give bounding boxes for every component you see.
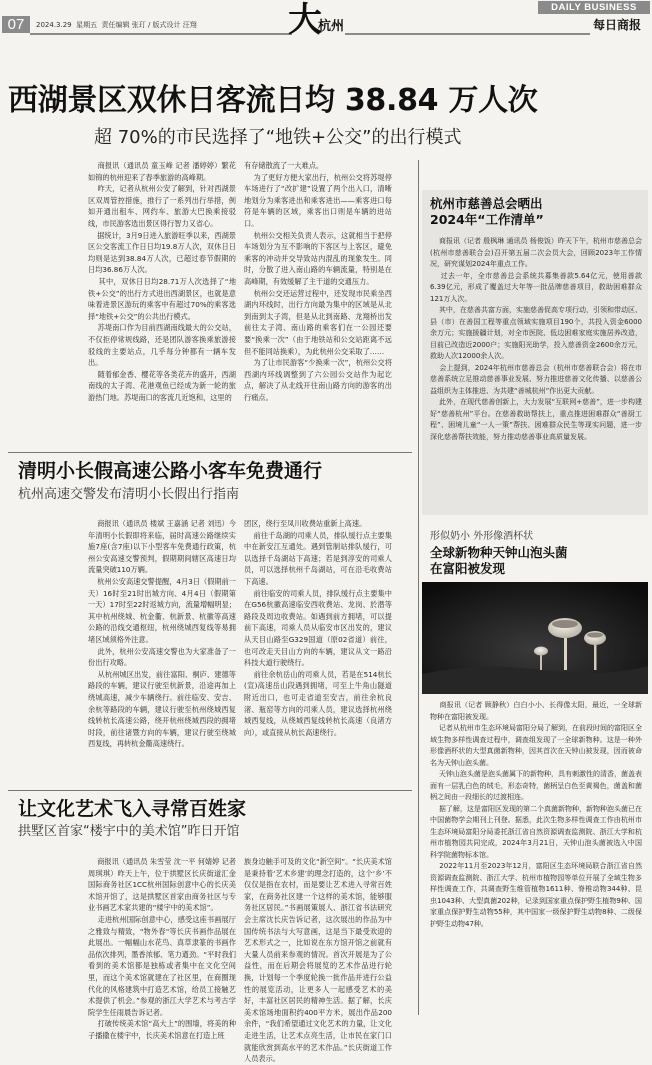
- highway-subhead: 杭州高速交警发布清明小长假出行指南: [18, 487, 240, 502]
- header-right-rule: [345, 33, 590, 35]
- highway-headline: 清明小长假高速公路小客车免费通行: [18, 460, 323, 482]
- section-divider: [8, 452, 412, 453]
- highway-column-2: 团区，绕行至凤川收费站重新上高速。 前往千岛湖的司乘人员，排队缓行点主要集中在新安江互通处。遇到管制站排队缓行，可以选择千岛湖站下高速；若是到淳安的司乘人员，可以选择杭州千岛湖站，可在沿毛收费站下高速。 前往临安的司乘人员，排队缓行点主要集中在G56杭徽高速临安西收费站、龙岗、於潜等路段及周边收费站。如遇到前方拥堵，可以提前下高速，司乘人员从临安市区出发的，建议从天目山路至G329国道（原02省道）前往，也可改走天目山方向的车辆，建议从文一路沿科技大道行驶绕行。 前往余杭岳山的司乘人员，若是在514杭长(宣)高速岳山段遇到拥堵，可至上牛角山隧道附近出口，也可走省道至安吉，前往余杭良渚、瓶窑等方向的司乘人员，建议选择杭州绕城西复线，从绕城西复线转杭长高速（良渚方向），或直接从杭长高速绕行。: [244, 519, 392, 737]
- lead-column-1: 商报讯（通讯员 童玉峰 记者 潘婷婷）繁花如锦的杭州迎来了春季旅游的高峰期。 昨天，记者从杭州公安了解到，针对西湖景区双周管控措施，推行了一系列出行举措，例如开通出租车、网约车、旅游大巴换乘接驳线，市民游客选出景区得行智力又省心。 据统计，3月9日进入旅游旺季以来，西湖景区公交客流工作日日均19.8万人次，双休日日均则是达到38.84万人次，已超过春节假期的日均36.86万人次。 其中，双休日日均28.71万人次选择了“地铁+公交”的出行方式进出西湖景区，也就是意味着进景区游玩的乘客中有超过70%的乘客选择“地铁+公交”的公共出行模式。 苏堤南口作为目前西湖南线最大的公交站，不仅拒停常规线路，还是团队游客换乘旅游接驳线的主要站点，几乎每分钟都有一辆车发出。 随着郁金香、樱花等各类花卉的盛开，西湖南线的太子湾、花港观鱼已经成为新一轮的旅游热门地。苏堤南口的客流几近饱和，这里的: [88, 161, 237, 402]
- paper-english-name: DAILY BUSINESS: [538, 1, 650, 14]
- art-column-2: 族身边触手可及的文化“新空间”。“长庆美术馆是秉持着‘艺术乡建’的理念打造的，这个‘乡’不仅仅是指在农村，而是要让艺术进入寻常百姓家，在商务社区建一个这样的美术馆，能够服务社区居民。”书画展策展人、浙江省书法研究会主席沈长庆告诉记者，这次展出的作品为中国传统书法与大写意画，这是当下最受欢迎的艺术形式之一，比如说在东方馆开馆之前就有大量人员前来参观的情况。首次开展是为了公益性，而在后期会将展览的艺术作品进行轮换，计划每一个季度轮换一批作品并进行公益性的展览活动，让更多人一起感受艺术的美好，丰富社区居民的精神生活。据了解，长庆美术馆场地面积约400平方米，展出作品200余件，“我们希望通过文化艺术的力量，让文化走进生活，让艺术点亮生活，让市民在家门口就能欣赏到高水平的艺术作品。”长庆街道工作人员表示。: [244, 857, 392, 1064]
- issue-info: 2024.3.29 星期五 责任编辑 张玎 / 版式设计 汪翔: [36, 21, 197, 29]
- column-divider: [418, 160, 419, 1015]
- fungus-headline: 全球新物种天钟山泡头菌 在富阳被发现: [430, 545, 568, 576]
- charity-headline: 杭州市慈善总会晒出 2024年“工作清单”: [430, 196, 544, 227]
- section-logo-da: 大: [288, 0, 322, 40]
- section-divider: [8, 790, 412, 791]
- highway-column-1: 商报讯（通讯员 楼斌 王嘉涵 记者 刘迅）今年清明小长假即将来临，届时高速公路继续实施7座(含7座)以下小型客车免费通行政策，杭州公安高速交警预判，假期期间辖区高速日均流量突破110万辆。 杭州公安高速交警提醒，4月3日（假期前一天）16时至21时出城方向、4月4日（假期第一天）17时至22时返城方向，流量增幅明显；其中杭州绕城、杭金衢、杭新景、杭徽等高速公路的沿线交通枢纽，杭州绕城西复线等易拥堵区域须格外注意。 此外，杭州公安高速交警也为大家准备了一份出行攻略。 从杭州城区出发，前往富阳、桐庐、建德等路段的车辆，建议行驶至杭新景，沿途再加上绕城高速，减少车辆绕行。前往临安、安吉、余杭等路段的车辆，建议行驶至杭州绕城西复线转杭长高速公路，绕开杭州绕城西段的拥堵时段，前往诸暨方向的车辆，建议行驶至绕城西复线，再转杭金衢高速绕行。: [88, 519, 236, 749]
- fungus-photo-image: [422, 582, 648, 694]
- fungus-body: 商报讯（记者 顾静秋）白白小小、长得像太阳，最近，一全球新物种在富阳被发现。 记者从杭州市生态环境局富阳分局了解到，在前段时间的富阳区全域生物多样性调查过程中，调查组发现了一全球新物种。这是一种外形像酒杯状的大型真菌新物种，因其首次在天钟山被发现，因而被命名为天钟山泡头菌。 天钟山泡头菌是泡头菌属下的新物种，具有刺激性的清香，菌盖表面有一层乳白色的绒毛，形态奇特，菌柄呈白色至黄褐色，菌盖和菌柄之间由一段细长的过渡相连。 据了解，这是富阳区发现的第二个真菌新物种，新物种泡头菌已在中国菌物学会期刊上刊登。据悉，此次生物多样性调查工作由杭州市生态环境局富阳分局委托浙江省自然资源调查监测院、浙江大学和杭州市植物园共同完成，2024年3月21日，天钟山泡头菌被选入中国科学院菌物标本馆。 2022年11月至2023年12月，富阳区生态环境局联合浙江省自然资源调查监测院、浙江大学、杭州市植物园等单位开展了全域生物多样性调查工作，共调查野生维管植物1611种、脊椎动物344种、昆虫1043种、大型真菌202种，记录到国家重点保护野生植物9种、国家重点保护野生动物55种，其中国家一级保护野生动物8种、二级保护野生动物47种。: [430, 701, 643, 928]
- charity-body: 商报讯（记者 殷枫琳 通讯员 杨俊饭）昨天下午，杭州市慈善总会(杭州市慈善联合会)召开第五届二次会员大会，回顾2023年工作情况，研究谋划2024年重点工作。 过去一年，全市慈善总会系统共募集善款5.64亿元，使用善款6.39亿元，形成了覆盖过大年等一批品牌慈善项目，救助困难群众121万人次。 其中，在慈善共富方面，实施慈善促高专项行动，引领和带动区、县（市）在善国工程等重点领域实施项目190个，共投入资金6000余万元；实施援疆计划，对全市医院、低边困难家庭实施居养改造，目前已改造近2000户；实施阳光助学，投入慈善资金2600余万元，救助人次12000余人次。 会上提到，2024年杭州市慈善总会（杭州市慈善联合会）将在市慈善系统立足推动慈善事业发展、努力推进慈善文化传播、以慈善公益组织为主体推进、为共建“善城杭州”作出更大贡献。 此外，在现代慈善创新上，大力发展“互联网+慈善”，进一步构建好“慈善杭州”平台。在慈善救助帮扶上，重点推进困难群众“善厨工程”、困境儿童“一人一策”帮扶、困难群众民生等现实问题，进一步深化慈善帮扶效能，努力推动慈善事业高质量发展。: [430, 237, 643, 441]
- masthead: [0, 0, 652, 40]
- page-number-badge: 07: [2, 16, 30, 33]
- fungus-kicker: 形似奶小 外形像酒杯状: [430, 531, 534, 542]
- art-column-1: 商报讯（通讯员 朱雪莹 沈一平 何婧婷 记者 周琪琪）昨天上午，位于拱墅区长庆街道汇金国际商务社区1CC杭州国际创意中心的长庆美术馆开馆了，这是拱墅区首家由商务社区与专业书画艺术家共建的“楼宇中的美术馆”。 走进杭州国际创意中心，感受这座书画展厅之雅致与精致，"物外春"等长庆书画作品展在此展出。一幅幅山水花鸟、真草隶篆的书画作品依次排列，墨香浓郁、笔力遒劲。“平时我们看到的美术馆都是独栋或者集中在文化空间里，而这个美术馆就建在了社区里，在商圈现代化的风格建筑中打造艺术馆，给员工接触艺术提供了机会。”参观的浙江大学艺术与考古学院学生任雨晨告诉记者。 打破传统美术馆“高大上”的围墙，将美的种子播撒在楼宇中，长庆美术馆意在打造上班: [88, 857, 237, 1040]
- paper-chinese-name: 每日商报: [593, 18, 642, 32]
- lead-headline: 西湖景区双休日客流日均 38.84 万人次: [8, 83, 538, 118]
- fungus-photo: [422, 582, 648, 694]
- lead-subhead: 超 70%的市民选择了“地铁+公交”的出行模式: [94, 127, 462, 148]
- header-left-rule: [30, 33, 292, 35]
- art-subhead: 拱墅区首家“楼宇中的美术馆”昨日开馆: [18, 824, 240, 839]
- section-logo-city: 杭州: [318, 19, 345, 34]
- lead-column-2: 有存储散流了一大难点。 为了更好方便大家出行，杭州公交将苏堤停车场进行了“改扩建”设置了两个出入口，清晰地划分为乘客进出和乘客进出——乘客进口每符是车辆的区域，乘客出口则是车辆的进站口。 杭州公交相关负责人表示，这就相当于把停车场划分为互不影响的下客区与上客区，避免乘客的冲动并交导致站内混乱的现象发生。同时，分散了进入南山路的车辆流量，特别是在高峰期，有效缓解了主干道的交通压力。 杭州公交还运营过程中，还发现市民乘坐西湖内环线时，出行方向最为集中的区域是从北到南到太子湾，但是从北到南路、龙翔桥出发前往太子湾、南山路的乘客们在一公园还要要“换乘一次”（由于地铁站和公交站距离不远但不能同站换乘），为此杭州公交采取了…… 为了让市民游客“少换乘一次”，杭州公交将西湖内环线调整到了六公园公交站作为起讫点，解决了从北线开往南山路方向的游客的出行痛点。: [244, 161, 393, 402]
- art-headline: 让文化艺术飞入寻常百姓家: [18, 798, 247, 820]
